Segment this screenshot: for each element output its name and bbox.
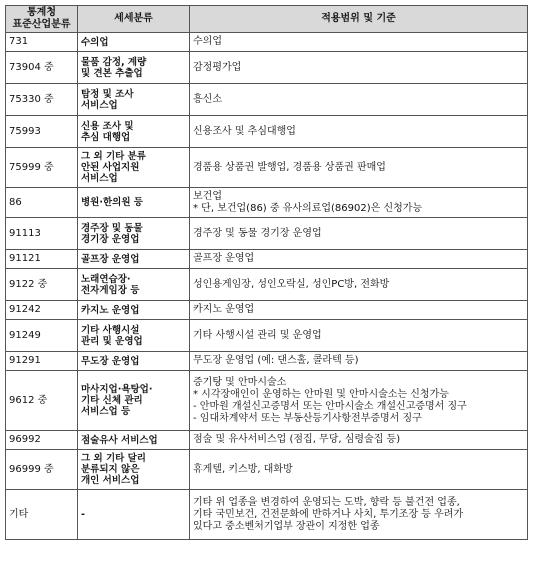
table-row	[6, 352, 528, 371]
scope-line: 기타 위 업종을 변경하여 운영되는 도박, 향락 등 불건전 업종,	[193, 496, 460, 508]
category-cell	[78, 320, 190, 352]
category-line: 전자게임장 등	[81, 284, 140, 296]
category-cell	[78, 431, 190, 450]
table-row	[6, 269, 528, 301]
scope-line: * 시각장애인이 운영하는 안마원 및 안마시술소는 신청가능	[193, 388, 449, 400]
scope-line: 있다고 중소벤처기업부 장관이 지정한 업종	[193, 520, 380, 532]
scope-cell	[190, 490, 528, 540]
category-cell	[78, 450, 190, 490]
category-line: 서비스업	[81, 173, 118, 184]
table-row	[6, 218, 528, 250]
category-cell	[78, 52, 190, 84]
scope-line: 경주장 및 동물 경기장 운영업	[193, 227, 322, 239]
category-line: 서비스업	[81, 99, 118, 111]
industry-code-cell: 91121	[6, 250, 78, 269]
scope-line: 휴게텔, 키스방, 대화방	[193, 463, 293, 475]
scope-line: 증기탕 및 안마시술소	[193, 376, 287, 388]
category-cell	[78, 269, 190, 301]
table-row	[6, 320, 528, 352]
scope-cell	[190, 431, 528, 450]
scope-line: 보건업	[193, 190, 222, 202]
category-cell	[78, 188, 190, 218]
industry-code-cell: 86	[6, 188, 78, 218]
table-row	[6, 490, 528, 540]
scope-cell	[190, 371, 528, 431]
category-line: 서비스업 등	[81, 406, 131, 417]
restricted-industry-table	[5, 5, 528, 540]
category-cell	[78, 218, 190, 250]
table-row	[6, 33, 528, 52]
industry-code-cell: 731	[6, 33, 78, 52]
scope-line: 감정평가업	[193, 61, 242, 73]
table-row	[6, 52, 528, 84]
category-line: 점술유사 서비스업	[81, 434, 158, 446]
industry-code-cell: 91242	[6, 301, 78, 320]
scope-line: 골프장 운영업	[193, 253, 255, 264]
header-scope: 적용범위 및 기준	[190, 6, 528, 33]
scope-line: 기타 국민보건, 건전문화에 반하거나 사치, 투기조장 등 우려가	[193, 508, 464, 520]
industry-code-cell: 75993	[6, 116, 78, 148]
category-cell	[78, 490, 190, 540]
category-cell	[78, 148, 190, 188]
category-line: 기타 신체 관리	[81, 395, 143, 406]
table-row	[6, 84, 528, 116]
industry-code-cell: 기타	[6, 490, 78, 540]
category-line: 기타 사행시설	[81, 324, 140, 336]
header-code-line-2: 표준산업분류	[12, 19, 71, 30]
category-cell	[78, 33, 190, 52]
scope-line: 경품용 상품권 발행업, 경품용 상품권 판매업	[193, 161, 386, 173]
category-line: 분류되지 않은	[81, 464, 140, 475]
category-line: 물품 감정, 계량	[81, 56, 147, 68]
category-line: 수의업	[81, 36, 109, 48]
table-row	[6, 450, 528, 490]
scope-cell	[190, 52, 528, 84]
header-code	[6, 6, 78, 33]
scope-line: 성인용게임장, 성인오락실, 성인PC방, 전화방	[193, 278, 390, 290]
scope-cell	[190, 188, 528, 218]
header-code-line-1: 통계청	[27, 7, 56, 18]
industry-code-cell: 91113	[6, 218, 78, 250]
scope-line: 무도장 운영업 (예: 댄스홀, 콜라텍 등)	[193, 355, 359, 366]
category-line: 신용 조사 및	[81, 120, 134, 132]
scope-cell	[190, 116, 528, 148]
category-line: 및 견본 추출업	[81, 67, 143, 79]
industry-code-cell: 73904 중	[6, 52, 78, 84]
scope-cell	[190, 352, 528, 371]
table-row	[6, 431, 528, 450]
category-line: 그 외 기타 달리	[81, 453, 146, 464]
scope-cell	[190, 301, 528, 320]
category-line: 마사지업·욕탕업·	[81, 384, 153, 395]
category-line: 골프장 운영업	[81, 253, 140, 265]
table-row	[6, 250, 528, 269]
category-line: 탐정 및 조사	[81, 88, 134, 100]
category-cell	[78, 301, 190, 320]
industry-code-cell: 9612 중	[6, 371, 78, 431]
category-line: 관리 및 운영업	[81, 335, 143, 347]
category-cell	[78, 371, 190, 431]
restricted-industry-table-container	[5, 5, 527, 540]
industry-code-cell: 9122 중	[6, 269, 78, 301]
category-cell	[78, 84, 190, 116]
category-line: 병원·한의원 등	[81, 197, 143, 208]
table-header-row	[6, 6, 528, 33]
industry-code-cell: 75999 중	[6, 148, 78, 188]
table-row	[6, 301, 528, 320]
scope-cell	[190, 450, 528, 490]
scope-line: 점술 및 유사서비스업 (점집, 무당, 심령술집 등)	[193, 434, 401, 445]
category-line: 경기장 운영업	[81, 233, 140, 245]
scope-line: 카지노 운영업	[193, 304, 255, 315]
industry-code-cell: 91291	[6, 352, 78, 371]
category-line: -	[81, 509, 85, 520]
scope-cell	[190, 33, 528, 52]
header-category: 세세분류	[78, 6, 190, 33]
industry-code-cell: 96999 중	[6, 450, 78, 490]
scope-line: 흥신소	[193, 93, 222, 105]
category-cell	[78, 352, 190, 371]
category-cell	[78, 250, 190, 269]
scope-cell	[190, 250, 528, 269]
table-row	[6, 188, 528, 218]
category-line: 노래연습장·	[81, 273, 131, 285]
scope-line: 수의업	[193, 36, 222, 47]
scope-line: 신용조사 및 추심대행업	[193, 125, 296, 137]
table-row	[6, 116, 528, 148]
table-row	[6, 148, 528, 188]
category-line: 그 외 기타 분류	[81, 151, 146, 162]
scope-line: 기타 사행시설 관리 및 운영업	[193, 329, 322, 341]
category-line: 개인 서비스업	[81, 475, 140, 486]
table-body	[6, 33, 528, 540]
scope-line: - 임대차계약서 또는 부동산등기사항전부증명서 징구	[193, 412, 422, 424]
category-line: 안된 사업지원	[81, 162, 140, 173]
scope-cell	[190, 84, 528, 116]
category-cell	[78, 116, 190, 148]
scope-cell	[190, 148, 528, 188]
table-row	[6, 371, 528, 431]
scope-line: * 단, 보건업(86) 중 유사의료업(86902)은 신청가능	[193, 202, 423, 214]
scope-cell	[190, 218, 528, 250]
category-line: 경주장 및 동물	[81, 222, 143, 234]
category-line: 추심 대행업	[81, 131, 131, 143]
scope-cell	[190, 320, 528, 352]
industry-code-cell: 96992	[6, 431, 78, 450]
industry-code-cell: 75330 중	[6, 84, 78, 116]
industry-code-cell: 91249	[6, 320, 78, 352]
category-line: 카지노 운영업	[81, 304, 140, 316]
scope-line: - 안마원 개설신고증명서 또는 안마시술소 개설신고증명서 징구	[193, 400, 467, 412]
scope-cell	[190, 269, 528, 301]
category-line: 무도장 운영업	[81, 355, 140, 367]
